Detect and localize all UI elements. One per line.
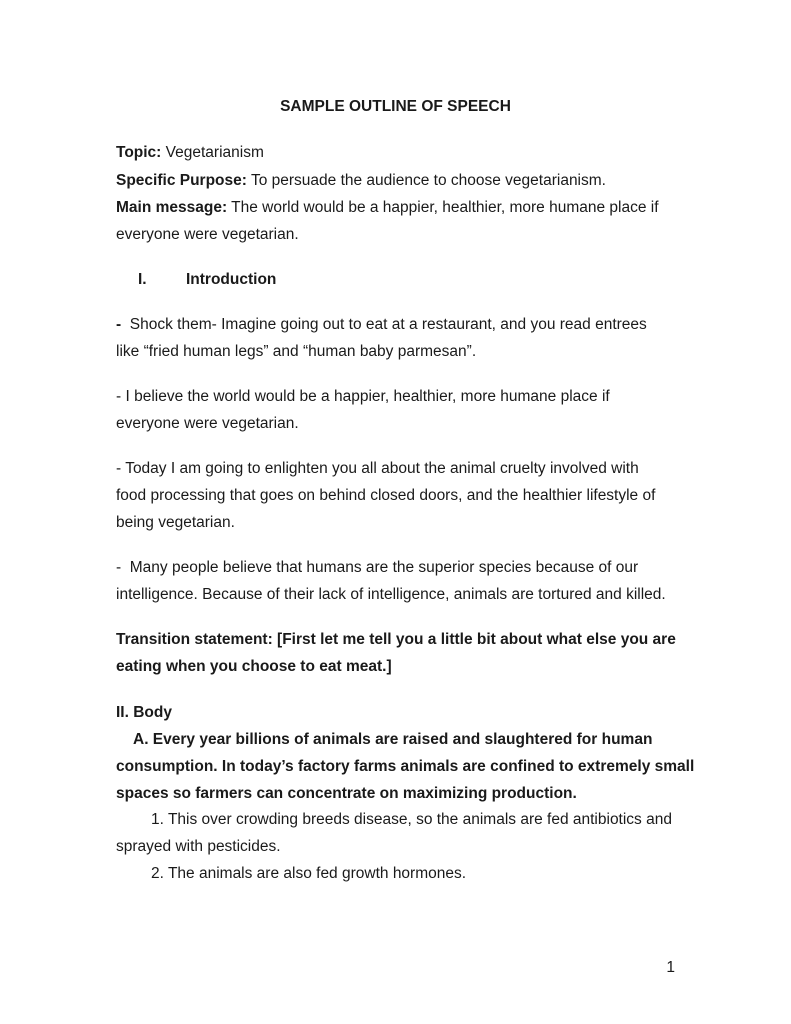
topic-label: Topic: [116,144,162,161]
intro-point-4-line1: - Many people believe that humans are the superior species because of our [116,559,639,576]
main-message-continuation: everyone were vegetarian. [116,226,299,243]
document-title: SAMPLE OUTLINE OF SPEECH [280,98,511,115]
topic-value: Vegetarianism [161,144,264,161]
specific-purpose-label: Specific Purpose: [116,172,247,189]
intro-point-1-bullet: - [116,316,122,333]
sub-point-1-line1: 1. This over crowding breeds disease, so the animals are fed antibiotics and [151,811,672,828]
main-message-label: Main message: [116,199,228,216]
point-a-line1: A. Every year billions of animals are raised and slaughtered for human [133,731,653,748]
point-a-line3: spaces so farmers can concentrate on maximizing production. [116,785,577,802]
transition-line2: eating when you choose to eat meat.] [116,658,392,675]
intro-point-2-line2: everyone were vegetarian. [116,415,299,432]
intro-point-1-line2: like “fried human legs” and “human baby parmesan”. [116,343,477,360]
sub-point-1-line2: sprayed with pesticides. [116,838,281,855]
intro-point-2-line1: - I believe the world would be a happier, healthier, more humane place if [116,388,610,405]
body-heading: II. Body [116,704,172,721]
intro-point-3-line1: - Today I am going to enlighten you all about the animal cruelty involved with [116,460,639,477]
specific-purpose-value: To persuade the audience to choose vegetarianism. [246,172,606,189]
intro-point-3-line2: food processing that goes on behind closed doors, and the healthier lifestyle of [116,487,656,504]
sub-point-2-line1: 2. The animals are also fed growth hormones. [151,865,467,882]
specific-purpose-line [116,171,606,191]
intro-heading: Introduction [186,271,277,288]
transition-line1: Transition statement: [First let me tell you a little bit about what else you are [116,631,676,648]
intro-numeral: I. [138,271,147,288]
intro-point-4-line2: intelligence. Because of their lack of intelligence, animals are tortured and killed. [116,586,666,603]
intro-point-3-line3: being vegetarian. [116,514,235,531]
point-a-line2: consumption. In today’s factory farms animals are confined to extremely small [116,758,695,775]
page-number: 1 [666,959,675,976]
intro-point-1 [116,315,647,335]
intro-point-1-text: Shock them- Imagine going out to eat at a restaurant, and you read entrees [121,316,647,333]
topic-line [116,143,264,163]
main-message-line [116,198,659,218]
main-message-value: The world would be a happier, healthier, more humane place if [227,199,659,216]
